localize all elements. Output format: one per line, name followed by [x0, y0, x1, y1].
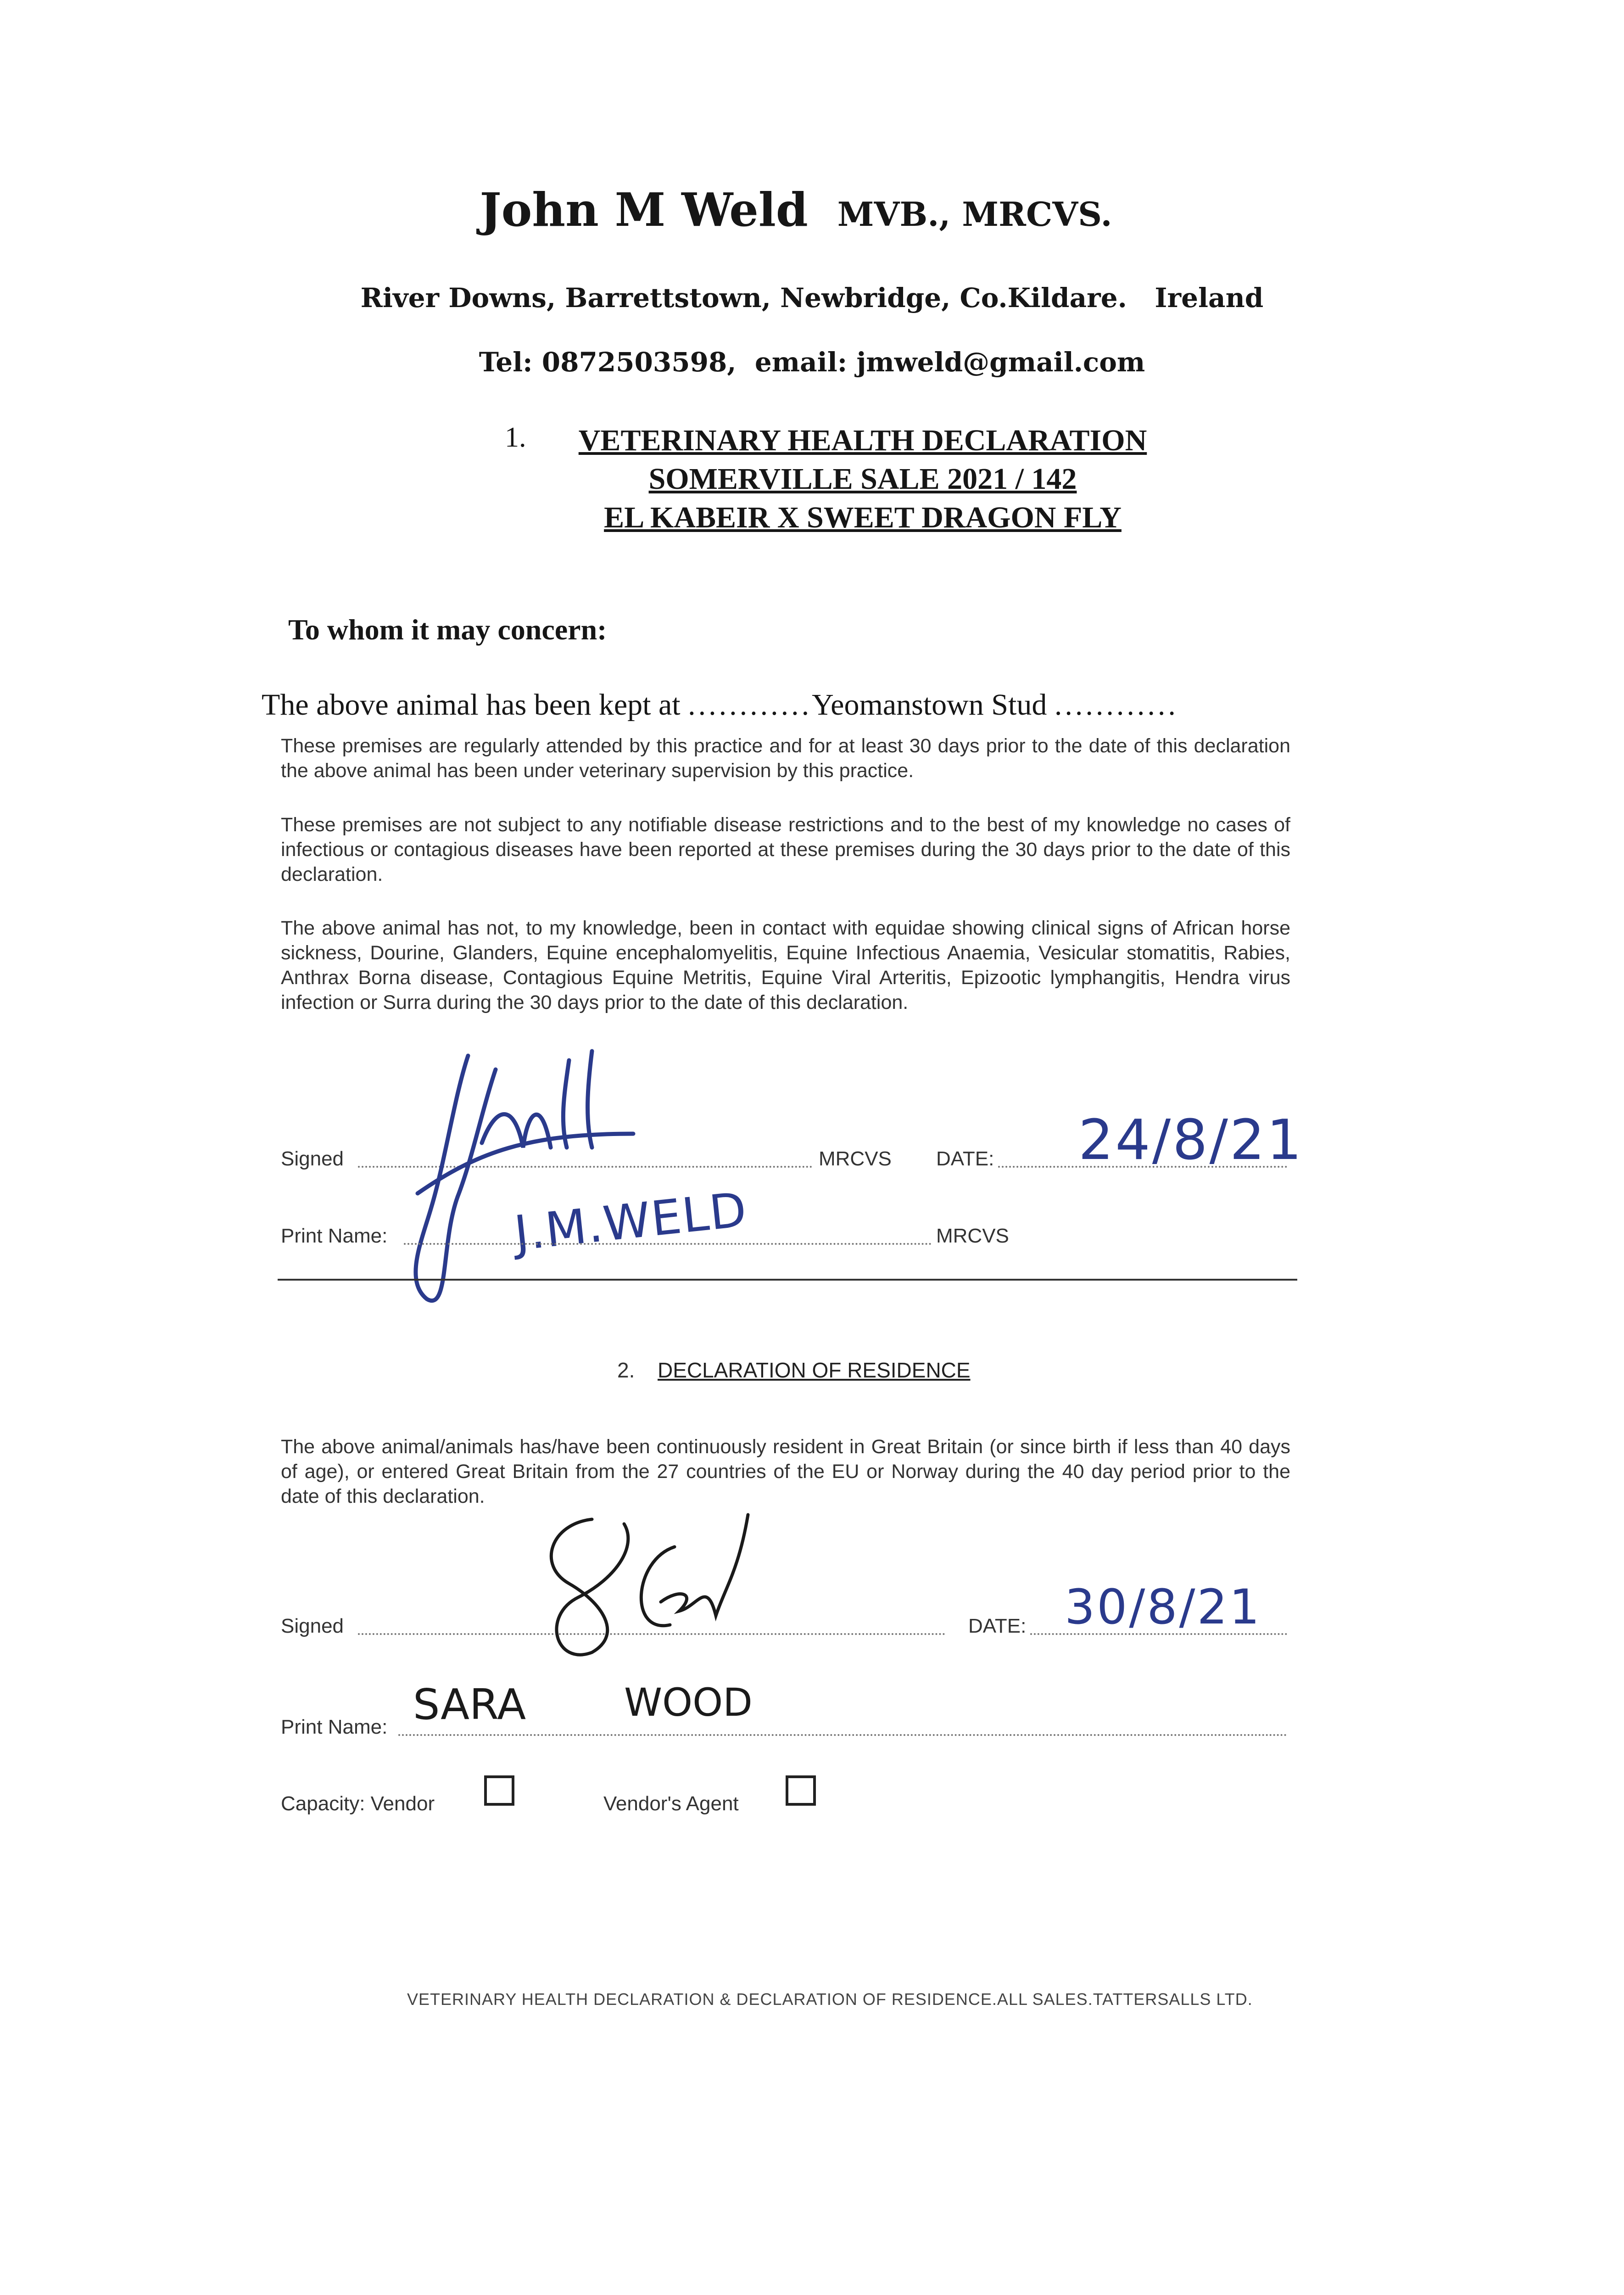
- paragraph-no-disease: These premises are not subject to any notifiable disease restrictions and to the best of my knowledge no cases of infectious or contagious diseases have been reported at these premises during the 30 days prior to the date of this declaration.: [281, 814, 1290, 885]
- vendor-agent-checkbox[interactable]: [786, 1775, 816, 1806]
- print-name-line-2: [398, 1734, 1287, 1736]
- handwritten-date-1: 24/8/21: [1078, 1108, 1304, 1172]
- section1-number: 1.: [505, 422, 526, 453]
- paragraph-no-contact: The above animal has not, to my knowledge, been in contact with equidae showing clinical signs of African horse sickness, Dourine, Glanders, Equine encephalomyelitis, Equine Infectious Anaemia, Vesicular stomatitis, Rabies, Anthrax Borna disease, Contagious Equine Metritis, Equine Viral Arteritis, Epizootic lymphangitis, Hendra virus infection or Surra during the 30 days prior to the date of this declaration.: [281, 917, 1290, 1013]
- handwritten-date-2: 30/8/21: [1065, 1579, 1261, 1635]
- print-mrcvs-label-1: MRCVS: [936, 1225, 1009, 1247]
- handwritten-print-name-1: J.M.WELD: [512, 1181, 750, 1262]
- print-name-line-1: [404, 1243, 932, 1245]
- kept-at-prefix: The above animal has been kept at: [262, 688, 681, 722]
- date-label-1: DATE:: [936, 1148, 994, 1170]
- vendor-agent-label: Vendor's Agent: [603, 1792, 739, 1815]
- vet-signature: [376, 1042, 698, 1308]
- section2-number: 2.: [617, 1358, 635, 1382]
- kept-at-value: Yeomanstown Stud: [812, 688, 1047, 722]
- letterhead-contact: Tel: 0872503598, email: jmweld@gmail.com: [479, 347, 1145, 378]
- paragraph-supervision: These premises are regularly attended by this practice and for at least 30 days prior to the date of this declaration the above animal has been under veterinary supervision by this practice.: [281, 735, 1290, 782]
- signed-label-1: Signed: [281, 1148, 344, 1170]
- sale-reference: SOMERVILLE SALE 2021 / 142: [648, 462, 1077, 496]
- kept-at-line: The above animal has been kept at ............Yeomanstown Stud ............: [262, 688, 1178, 722]
- section2-title: DECLARATION OF RESIDENCE: [658, 1358, 971, 1382]
- letterhead-title: [0, 183, 1624, 237]
- paragraph-residence: The above animal/animals has/have been continuously resident in Great Britain (or since birth if less than 40 days of age), or entered Great Britain from the 27 countries of the EU or Norway during the 40 day period prior to the date of this declaration.: [281, 1436, 1290, 1507]
- handwritten-first-name: SARA: [413, 1680, 526, 1729]
- footer-text: VETERINARY HEALTH DECLARATION & DECLARATION OF RESIDENCE.ALL SALES.TATTERSALLS LTD.: [407, 1990, 1253, 2009]
- signed-label-2: Signed: [281, 1615, 344, 1637]
- section-divider: [278, 1279, 1297, 1281]
- section1-title: VETERINARY HEALTH DECLARATION: [578, 424, 1147, 457]
- print-name-label-2: Print Name:: [281, 1716, 388, 1738]
- handwritten-last-name: WOOD: [624, 1680, 753, 1725]
- vet-name: John M Weld: [480, 183, 808, 237]
- horse-name: EL KABEIR X SWEET DRAGON FLY: [604, 501, 1122, 534]
- salutation: To whom it may concern:: [288, 613, 607, 646]
- section1-heading: [546, 421, 1179, 537]
- vet-qualifications: MVB., MRCVS.: [837, 195, 1112, 234]
- letterhead-address: River Downs, Barrettstown, Newbridge, Co.Kildare. Ireland: [360, 282, 1264, 313]
- print-name-label-1: Print Name:: [281, 1225, 388, 1247]
- capacity-vendor-label: Capacity: Vendor: [281, 1792, 435, 1815]
- vendor-signature: [523, 1496, 780, 1662]
- mrcvs-label-1: MRCVS: [819, 1148, 892, 1170]
- date-label-2: DATE:: [968, 1615, 1027, 1637]
- vendor-checkbox[interactable]: [484, 1775, 514, 1806]
